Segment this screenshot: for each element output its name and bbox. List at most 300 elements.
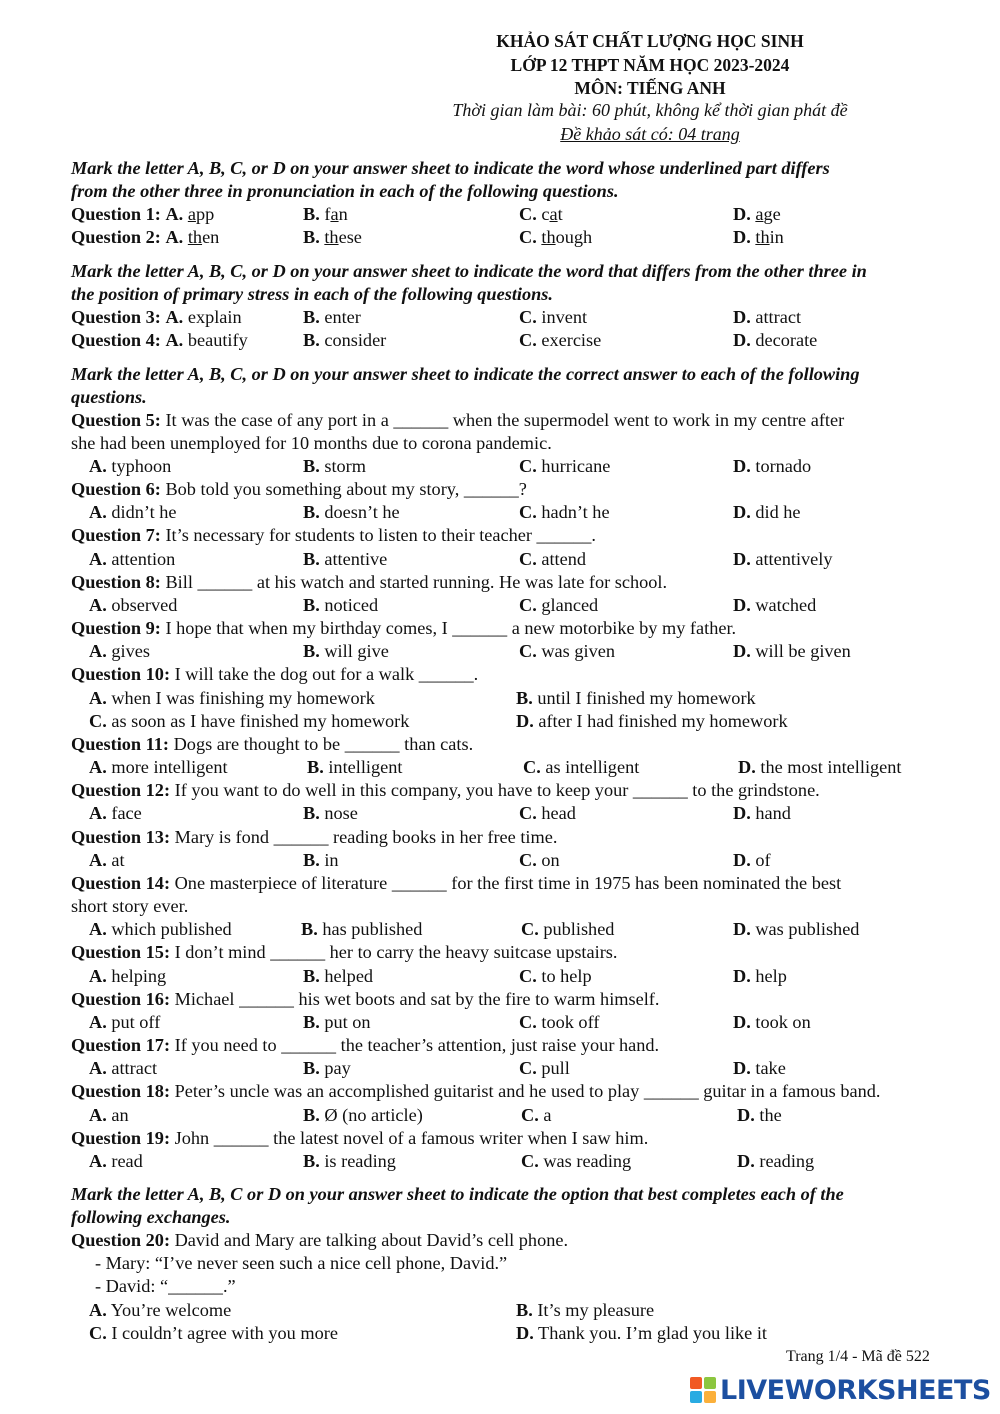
question-label: Question 15:: [71, 942, 171, 962]
option-letter: D.: [733, 330, 751, 350]
underlined-part: a: [330, 204, 339, 224]
option-text: helping: [111, 966, 167, 986]
question-18-option-b[interactable]: [303, 1104, 423, 1126]
question-9-option-d[interactable]: [733, 640, 851, 662]
exam-page-count: [380, 124, 920, 145]
option-text: You’re welcome: [110, 1300, 232, 1320]
option-letter: C.: [523, 757, 541, 777]
question-8-option-b[interactable]: [303, 594, 378, 616]
option-text: intelligent: [328, 757, 403, 777]
underlined-part: th: [324, 227, 339, 247]
underlined-part: a: [755, 204, 764, 224]
option-letter: B.: [303, 307, 320, 327]
option-letter: A.: [89, 641, 107, 661]
question-3-option-d[interactable]: [733, 306, 801, 328]
option-letter: B.: [303, 1151, 320, 1171]
option-letter: D.: [733, 850, 751, 870]
question-label: Question 8:: [71, 572, 161, 592]
option-text: took on: [755, 1012, 811, 1032]
option-letter: B.: [303, 595, 320, 615]
question-text: If you want to do well in this company, you have to keep your ______ to the grindstone.: [170, 780, 820, 800]
question-text: Bill ______ at his watch and started running. He was late for school.: [160, 572, 668, 592]
option-letter: C.: [519, 549, 537, 569]
option-text: attentive: [324, 549, 388, 569]
question-20-david-line: - David: “______.”: [95, 1276, 236, 1296]
question-6-option-b[interactable]: [303, 501, 400, 523]
option-text: didn’t he: [111, 502, 177, 522]
option-text: on: [541, 850, 560, 870]
option-text: took off: [541, 1012, 600, 1032]
section3-instruction-line2: questions.: [71, 387, 147, 407]
question-5-option-a[interactable]: [89, 455, 171, 477]
logo-square-icon: [690, 1391, 702, 1403]
question-7: [71, 524, 596, 546]
option-text: reading: [759, 1151, 815, 1171]
option-letter: C.: [519, 595, 537, 615]
option-letter: A.: [89, 850, 107, 870]
option-text: which published: [111, 919, 232, 939]
option-text: glanced: [541, 595, 599, 615]
question-8-option-a[interactable]: [89, 594, 177, 616]
liveworksheets-logo-icon: [690, 1377, 716, 1403]
option-letter: B.: [303, 227, 320, 247]
question-text: If you need to ______ the teacher’s attention, just raise your hand.: [170, 1035, 660, 1055]
question-10-option-b[interactable]: [516, 687, 756, 709]
option-text: typhoon: [111, 456, 172, 476]
option-text: doesn’t he: [324, 502, 400, 522]
option-text: when I was finishing my homework: [111, 688, 375, 708]
option-letter: D.: [733, 456, 751, 476]
question-label: Question 2:: [71, 227, 161, 247]
question-15-option-a[interactable]: [89, 965, 166, 987]
option-letter: D.: [733, 549, 751, 569]
option-letter: D.: [738, 757, 756, 777]
option-letter: A.: [165, 227, 184, 247]
option-text: has published: [322, 919, 423, 939]
question-label: Question 13:: [71, 827, 171, 847]
section1-instruction-line2: from the other three in pronunciation in each of the following questions.: [71, 181, 619, 201]
question-16-option-a[interactable]: [89, 1011, 160, 1033]
option-text: more intelligent: [111, 757, 228, 777]
question-15-option-c[interactable]: [519, 965, 592, 987]
option-letter: D.: [733, 966, 751, 986]
question-text: Mary is fond ______ reading books in her free time.: [170, 827, 558, 847]
question-19-option-b[interactable]: [303, 1150, 396, 1172]
option-letter: D.: [733, 1012, 751, 1032]
section2-instruction-line1: Mark the letter A, B, C, or D on your answer sheet to indicate the word that differs from the other three in: [71, 261, 867, 281]
option-letter: C.: [519, 204, 537, 224]
question-20-option-b[interactable]: [516, 1299, 654, 1321]
option-letter: A.: [89, 549, 107, 569]
option-text: invent: [541, 307, 588, 327]
option-text: Thank you. I’m glad you like it: [538, 1323, 768, 1343]
option-text: a: [543, 1105, 552, 1125]
question-2-option-b[interactable]: [303, 226, 362, 248]
section4-instruction-line2: following exchanges.: [71, 1207, 231, 1227]
option-letter: C.: [89, 1323, 107, 1343]
question-4: [71, 329, 248, 351]
option-letter: C.: [521, 1151, 539, 1171]
section3-instruction-line1: Mark the letter A, B, C, or D on your answer sheet to indicate the correct answer to each of the following: [71, 364, 860, 384]
option-text: explain: [187, 307, 242, 327]
option-text: hand: [755, 803, 791, 823]
question-10-option-d[interactable]: [516, 710, 788, 732]
option-letter: A.: [89, 688, 107, 708]
exam-time: Thời gian làm bài: 60 phút, không kể thời gian phát đề: [452, 100, 848, 120]
option-text: storm: [324, 456, 366, 476]
question-2-option-c[interactable]: [519, 226, 592, 248]
option-text: en: [202, 227, 220, 247]
question-label: Question 5:: [71, 410, 161, 430]
underlined-part: a: [187, 204, 196, 224]
option-letter: B.: [303, 1105, 320, 1125]
option-text: will be given: [755, 641, 851, 661]
question-20: [71, 1229, 568, 1251]
question-12-option-d[interactable]: [733, 802, 791, 824]
option-text: attention: [111, 549, 176, 569]
option-text: put on: [324, 1012, 371, 1032]
question-text: One masterpiece of literature ______ for the first time in 1975 has been nominated the best: [170, 873, 842, 893]
option-text: as intelligent: [545, 757, 640, 777]
question-20-option-c[interactable]: [89, 1322, 338, 1344]
question-2-option-d[interactable]: [733, 226, 784, 248]
option-text: the: [759, 1105, 782, 1125]
question-17-option-d[interactable]: [733, 1057, 786, 1079]
option-letter: A.: [165, 307, 184, 327]
logo-square-icon: [704, 1391, 716, 1403]
question-4-option-c[interactable]: [519, 329, 601, 351]
question-12-option-a[interactable]: [89, 802, 142, 824]
exam-grade-year: LỚP 12 THPT NĂM HỌC 2023-2024: [510, 55, 790, 75]
question-11-option-d[interactable]: [738, 756, 902, 778]
option-letter: A.: [89, 595, 107, 615]
question-13-option-b[interactable]: [303, 849, 339, 871]
option-text: to help: [541, 966, 592, 986]
question-12: [71, 779, 820, 801]
option-letter: B.: [516, 688, 533, 708]
question-17-option-b[interactable]: [303, 1057, 351, 1079]
question-11: [71, 733, 473, 755]
option-text: attentively: [755, 549, 833, 569]
question-9: [71, 617, 736, 639]
question-16-option-d[interactable]: [733, 1011, 811, 1033]
option-text: tornado: [755, 456, 812, 476]
question-5-text-cont: she had been unemployed for 10 months due to corona pandemic.: [71, 433, 552, 453]
option-letter: C.: [519, 1012, 537, 1032]
question-15-option-b[interactable]: [303, 965, 373, 987]
option-letter: B.: [303, 966, 320, 986]
question-text: I will take the dog out for a walk ______.: [170, 664, 479, 684]
logo-square-icon: [704, 1377, 716, 1389]
option-text: ge: [763, 204, 781, 224]
question-19-option-d[interactable]: [737, 1150, 814, 1172]
option-text: pay: [324, 1058, 351, 1078]
option-text: observed: [111, 595, 178, 615]
question-text: Peter’s uncle was an accomplished guitarist and he used to play ______ guitar in a famous band.: [170, 1081, 881, 1101]
option-text: helped: [324, 966, 374, 986]
option-text: did he: [755, 502, 801, 522]
question-16-option-c[interactable]: [519, 1011, 599, 1033]
option-letter: D.: [733, 307, 751, 327]
option-letter: C.: [521, 919, 539, 939]
underlined-part: th: [187, 227, 203, 247]
question-text: Bob told you something about my story, ______?: [160, 479, 527, 499]
option-letter: C.: [521, 1105, 539, 1125]
question-3-option-b[interactable]: [303, 306, 361, 328]
option-text: pp: [195, 204, 215, 224]
option-letter: B.: [303, 1012, 320, 1032]
question-13: [71, 826, 557, 848]
option-letter: C.: [519, 330, 537, 350]
question-label: Question 14:: [71, 873, 171, 893]
question-label: Question 6:: [71, 479, 161, 499]
question-6-option-d[interactable]: [733, 501, 801, 523]
option-text: published: [543, 919, 615, 939]
question-text: David and Mary are talking about David’s cell phone.: [170, 1230, 569, 1250]
option-letter: C.: [519, 1058, 537, 1078]
option-letter: D.: [733, 227, 751, 247]
option-text: hurricane: [541, 456, 611, 476]
question-15: [71, 941, 617, 963]
option-letter: A.: [89, 1012, 107, 1032]
question-1-option-b[interactable]: [303, 203, 348, 225]
question-19-option-c[interactable]: [521, 1150, 631, 1172]
option-letter: D.: [733, 641, 751, 661]
option-text: f: [324, 204, 331, 224]
question-1-option-d[interactable]: [733, 203, 781, 225]
question-text: It was the case of any port in a ______ when the supermodel went to work in my centre after: [160, 410, 845, 430]
question-14-option-a[interactable]: [89, 918, 232, 940]
option-letter: B.: [303, 549, 320, 569]
question-10-option-a[interactable]: [89, 687, 375, 709]
question-label: Question 10:: [71, 664, 171, 684]
option-text: I couldn’t agree with you more: [111, 1323, 338, 1343]
question-11-option-b[interactable]: [307, 756, 402, 778]
option-letter: C.: [89, 711, 107, 731]
option-letter: C.: [519, 456, 537, 476]
option-letter: C.: [519, 307, 537, 327]
option-text: attract: [111, 1058, 158, 1078]
option-text: will give: [324, 641, 389, 661]
question-3: [71, 306, 242, 328]
question-7-option-d[interactable]: [733, 548, 833, 570]
section4-instruction-line1: Mark the letter A, B, C or D on your answer sheet to indicate the option that best completes each of the: [71, 1184, 844, 1204]
question-12-option-c[interactable]: [519, 802, 576, 824]
underlined-part: a: [549, 204, 558, 224]
question-1-option-c[interactable]: [519, 203, 563, 225]
question-20-option-d[interactable]: [516, 1322, 767, 1344]
question-6-option-a[interactable]: [89, 501, 177, 523]
exam-subject: MÔN: TIẾNG ANH: [574, 78, 726, 98]
exam-title: KHẢO SÁT CHẤT LƯỢNG HỌC SINH: [496, 31, 804, 51]
question-8-option-d[interactable]: [733, 594, 816, 616]
question-text: Dogs are thought to be ______ than cats.: [169, 734, 474, 754]
question-13-option-a[interactable]: [89, 849, 125, 871]
question-text: John ______ the latest novel of a famous writer when I saw him.: [170, 1128, 649, 1148]
option-letter: B.: [301, 919, 318, 939]
question-6: [71, 478, 527, 500]
question-label: Question 7:: [71, 525, 161, 545]
question-14-text-cont: short story ever.: [71, 896, 189, 916]
question-12-option-b[interactable]: [303, 802, 358, 824]
question-label: Question 11:: [71, 734, 170, 754]
liveworksheets-logo[interactable]: [690, 1374, 991, 1406]
question-label: Question 1:: [71, 204, 161, 224]
option-text: at: [111, 850, 125, 870]
question-7-option-b[interactable]: [303, 548, 387, 570]
option-letter: B.: [303, 456, 320, 476]
option-letter: B.: [303, 641, 320, 661]
option-text: attract: [755, 307, 802, 327]
question-1: [71, 203, 214, 225]
question-16-option-b[interactable]: [303, 1011, 371, 1033]
question-8-option-c[interactable]: [519, 594, 598, 616]
option-text: attend: [541, 549, 587, 569]
question-15-option-d[interactable]: [733, 965, 787, 987]
question-7-option-a[interactable]: [89, 548, 175, 570]
option-letter: C.: [519, 227, 537, 247]
option-letter: D.: [516, 1323, 534, 1343]
question-2: [71, 226, 219, 248]
section1-instruction-line1: Mark the letter A, B, C, or D on your answer sheet to indicate the word whose underlined part differs: [71, 158, 830, 178]
option-letter: C.: [519, 803, 537, 823]
underlined-part: th: [541, 227, 556, 247]
question-17-option-a[interactable]: [89, 1057, 157, 1079]
question-label: Question 17:: [71, 1035, 171, 1055]
question-18: [71, 1080, 880, 1102]
option-text: pull: [541, 1058, 570, 1078]
option-text: help: [755, 966, 787, 986]
option-text: beautify: [187, 330, 248, 350]
option-text: enter: [324, 307, 361, 327]
exam-page-count-text: Đề khảo sát có: 04 trang: [560, 124, 740, 144]
question-14-option-b[interactable]: [301, 918, 422, 940]
option-letter: A.: [89, 1300, 107, 1320]
question-18-option-c[interactable]: [521, 1104, 551, 1126]
option-letter: A.: [89, 919, 107, 939]
question-text: It’s necessary for students to listen to their teacher ______.: [160, 525, 596, 545]
option-text: until I finished my homework: [537, 688, 756, 708]
option-text: ese: [338, 227, 362, 247]
question-17: [71, 1034, 659, 1056]
option-text: nose: [324, 803, 358, 823]
underlined-part: th: [755, 227, 770, 247]
question-3-option-c[interactable]: [519, 306, 587, 328]
option-text: exercise: [541, 330, 602, 350]
question-5-option-b[interactable]: [303, 455, 366, 477]
option-letter: D.: [733, 502, 751, 522]
question-20-mary-line: - Mary: “I’ve never seen such a nice cell phone, David.”: [95, 1253, 508, 1273]
option-text: in: [324, 850, 339, 870]
option-text: was given: [541, 641, 615, 661]
question-13-option-c[interactable]: [519, 849, 560, 871]
option-letter: C.: [519, 502, 537, 522]
question-label: Question 9:: [71, 618, 161, 638]
option-letter: C.: [519, 850, 537, 870]
option-text: the most intelligent: [760, 757, 902, 777]
question-17-option-c[interactable]: [519, 1057, 570, 1079]
question-20-option-a[interactable]: [89, 1299, 231, 1321]
logo-square-icon: [690, 1377, 702, 1389]
option-text: was reading: [543, 1151, 632, 1171]
option-text: gives: [111, 641, 150, 661]
option-letter: B.: [303, 204, 320, 224]
question-11-option-a[interactable]: [89, 756, 228, 778]
option-text: t: [557, 204, 563, 224]
option-text: head: [541, 803, 576, 823]
option-letter: A.: [89, 1058, 107, 1078]
question-label: Question 20:: [71, 1230, 171, 1250]
question-10: [71, 663, 478, 685]
question-9-option-a[interactable]: [89, 640, 150, 662]
question-9-option-c[interactable]: [519, 640, 615, 662]
section2-instruction-line2: the position of primary stress in each of the following questions.: [71, 284, 553, 304]
option-text: c: [541, 204, 550, 224]
option-text: is reading: [324, 1151, 396, 1171]
option-letter: D.: [737, 1105, 755, 1125]
option-text: put off: [111, 1012, 161, 1032]
question-7-option-c[interactable]: [519, 548, 586, 570]
question-label: Question 12:: [71, 780, 171, 800]
option-text: n: [338, 204, 348, 224]
liveworksheets-logo-text: LIVEWORKSHEETS: [720, 1374, 991, 1406]
question-9-option-b[interactable]: [303, 640, 389, 662]
question-18-option-d[interactable]: [737, 1104, 782, 1126]
question-4-option-b[interactable]: [303, 329, 386, 351]
question-19-option-a[interactable]: [89, 1150, 143, 1172]
option-text: It’s my pleasure: [537, 1300, 655, 1320]
question-label: Question 16:: [71, 989, 171, 1009]
option-letter: B.: [303, 330, 320, 350]
option-letter: B.: [303, 502, 320, 522]
question-16: [71, 988, 659, 1010]
option-letter: B.: [303, 1058, 320, 1078]
option-letter: A.: [89, 803, 107, 823]
question-text: I hope that when my birthday comes, I ______ a new motorbike by my father.: [160, 618, 737, 638]
option-text: consider: [324, 330, 387, 350]
question-5-option-d[interactable]: [733, 455, 811, 477]
option-letter: D.: [516, 711, 534, 731]
question-4-option-d[interactable]: [733, 329, 817, 351]
option-text: decorate: [755, 330, 818, 350]
option-text: hadn’t he: [541, 502, 610, 522]
option-letter: A.: [89, 1105, 107, 1125]
question-18-option-a[interactable]: [89, 1104, 129, 1126]
option-letter: D.: [733, 204, 751, 224]
option-letter: A.: [89, 757, 107, 777]
question-5: [71, 409, 844, 431]
option-letter: B.: [516, 1300, 533, 1320]
question-11-option-c[interactable]: [523, 756, 639, 778]
option-letter: D.: [737, 1151, 755, 1171]
question-6-option-c[interactable]: [519, 501, 610, 523]
question-14: [71, 872, 841, 894]
option-text: an: [111, 1105, 129, 1125]
option-letter: D.: [733, 595, 751, 615]
question-10-option-c[interactable]: [89, 710, 409, 732]
question-19: [71, 1127, 648, 1149]
question-14-option-c[interactable]: [521, 918, 614, 940]
option-letter: A.: [89, 502, 107, 522]
option-letter: C.: [519, 641, 537, 661]
question-5-option-c[interactable]: [519, 455, 610, 477]
question-text: I don’t mind ______ her to carry the heavy suitcase upstairs.: [170, 942, 618, 962]
question-label: Question 18:: [71, 1081, 171, 1101]
question-13-option-d[interactable]: [733, 849, 771, 871]
option-text: in: [769, 227, 784, 247]
question-14-option-d[interactable]: [733, 918, 859, 940]
question-label: Question 19:: [71, 1128, 171, 1148]
